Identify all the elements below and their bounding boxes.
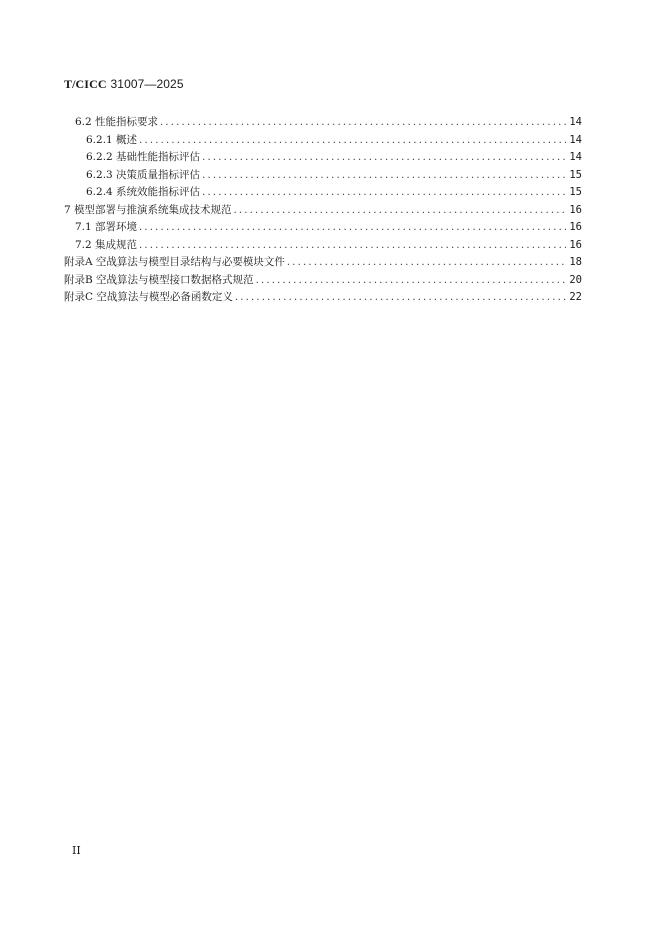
toc-entry-page: 22 xyxy=(569,291,582,303)
toc-leader-dots xyxy=(287,255,566,271)
toc-entry[interactable] xyxy=(86,132,582,148)
toc-leader-dots xyxy=(139,220,566,236)
toc-leader-dots xyxy=(202,168,566,184)
toc-leader-dots xyxy=(256,273,567,289)
toc-entry-page: 14 xyxy=(569,116,582,128)
toc-entry-label: 6.2.3 决策质量指标评估 xyxy=(86,168,201,181)
toc-entry-page: 16 xyxy=(569,203,582,216)
standard-number: 31007—2025 xyxy=(110,77,184,91)
page-number: II xyxy=(72,844,81,857)
toc-entry-page: 16 xyxy=(569,221,582,233)
toc-entry-label: 6.2 性能指标要求 xyxy=(75,116,159,128)
toc-entry[interactable] xyxy=(64,254,582,270)
toc-entry-label: 7.1 部署环境 xyxy=(75,221,138,233)
toc-entry-page: 18 xyxy=(569,256,582,268)
toc-entry-label: 附录C 空战算法与模型必备函数定义 xyxy=(64,291,233,303)
standard-org: T/CICC xyxy=(64,77,107,91)
toc-leader-dots xyxy=(202,185,566,201)
toc-entry-page: 14 xyxy=(569,133,582,146)
toc-entry-page: 14 xyxy=(569,151,582,163)
toc-entry[interactable] xyxy=(75,237,582,253)
toc-entry-label: 6.2.2 基础性能指标评估 xyxy=(86,151,201,163)
toc-leader-dots xyxy=(202,150,566,166)
toc-leader-dots xyxy=(234,203,567,219)
toc-leader-dots xyxy=(139,238,566,254)
toc-entry-label: 7.2 集成规范 xyxy=(75,238,138,251)
toc-entry[interactable] xyxy=(86,167,582,183)
toc-entry[interactable] xyxy=(75,114,582,130)
toc-entry-page: 15 xyxy=(569,186,582,198)
toc-entry-page: 16 xyxy=(569,238,582,251)
toc-entry-page: 20 xyxy=(569,273,582,286)
document-header xyxy=(64,77,184,92)
toc-leader-dots xyxy=(160,115,566,131)
toc-entry[interactable] xyxy=(64,202,582,218)
toc-entry-label: 6.2.1 概述 xyxy=(86,133,138,146)
toc-entry-label: 7 模型部署与推演系统集成技术规范 xyxy=(64,203,232,216)
toc-leader-dots xyxy=(139,133,566,149)
toc-entry[interactable] xyxy=(86,149,582,165)
toc-leader-dots xyxy=(235,290,566,306)
toc-entry[interactable] xyxy=(75,219,582,235)
toc-entry-label: 6.2.4 系统效能指标评估 xyxy=(86,186,201,198)
toc-entry-page: 15 xyxy=(569,168,582,181)
toc-entry-label: 附录B 空战算法与模型接口数据格式规范 xyxy=(64,273,254,286)
toc-entry[interactable] xyxy=(64,289,582,305)
toc-entry-label: 附录A 空战算法与模型目录结构与必要模块文件 xyxy=(64,256,285,268)
toc-entry[interactable] xyxy=(86,184,582,200)
toc-entry[interactable] xyxy=(64,272,582,288)
